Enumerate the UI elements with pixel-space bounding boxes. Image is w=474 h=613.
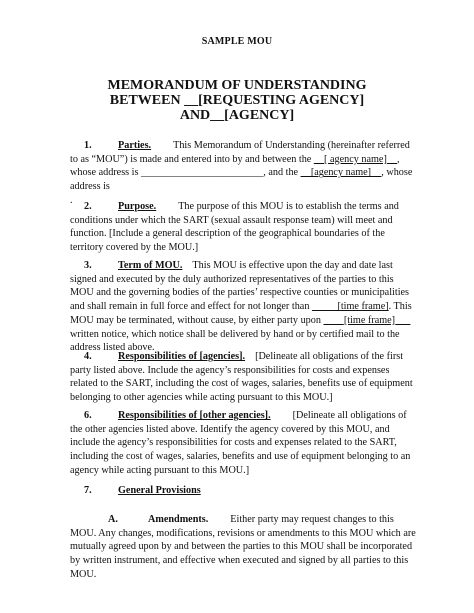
- section-responsibilities-agencies: [70, 350, 416, 405]
- section-text: , whose address is: [70, 167, 413, 193]
- section-heading: Term of MOU.: [118, 260, 183, 271]
- time-frame-blank-1: _____[time frame]: [311, 301, 389, 313]
- agency-name-blank-2: __[agency name]__: [300, 167, 382, 179]
- section-number: 6.: [84, 410, 92, 421]
- section-responsibilities-other-agencies: [70, 409, 416, 478]
- document-title-line-2: BETWEEN __[REQUESTING AGENCY]: [109, 93, 365, 108]
- time-frame-blank-2: ____[time frame]___: [323, 314, 411, 326]
- section-text: This MOU is effective upon the day and date last signed and executed by the duly authorized representatives of the parties to this MOU and the governing bodies of the parties’ respective counties or municipalities and shall remain in full force and effect for not longer than: [70, 260, 410, 313]
- section-text: [Delineate all obligations of the other agencies listed above. Identify the agency covered by this MOU, and include the agency’s responsibilities for costs and expenses related to the SART, including the cost of wages, salaries, benefits and use of equipment belonging to an agency while acting pursuant to this MOU.]: [70, 410, 411, 476]
- section-number: 7.: [84, 485, 92, 496]
- section-text: [Delineate all obligations of the first party listed above. Include the agency’s responsibilities for costs and expenses related to the SART, including the cost of wages, salaries, benefits use of equipment belonging to other agencies while acting pursuant to this MOU.]: [70, 351, 413, 404]
- subsection-text: Either party may request changes to this MOU. Any changes, modifications, revisions or amendments to this MOU which are mutually agreed upon by and between the parties to this MOU shall be incorporated by written instrument, and effective when executed and signed by all parties to this MOU.: [70, 514, 416, 580]
- section-heading: Parties.: [118, 140, 152, 151]
- section-parties: [70, 139, 416, 208]
- section-text: The purpose of this MOU is to establish the terms and conditions under which the SART (sexual assault response team) will meet and function. [Include a general description of the geographical boundaries of the territory covered by the MOU.]: [70, 201, 399, 254]
- section-heading: Responsibilities of [other agencies].: [118, 410, 271, 421]
- section-number: 1.: [84, 140, 92, 151]
- subsection-letter: A.: [108, 514, 118, 525]
- section-text: . This MOU may be terminated, without cause, by either party upon: [70, 301, 412, 326]
- section-text: written notice, which notice shall be delivered by hand or by certified mail to the address listed above.: [70, 328, 400, 354]
- subsection-heading: Amendments.: [148, 514, 209, 525]
- subsection-amendments: [70, 513, 416, 582]
- section-number: 3.: [84, 260, 92, 271]
- section-text: , whose address is: [70, 153, 400, 179]
- section-heading: Purpose.: [118, 201, 157, 212]
- section-number: 4.: [84, 351, 92, 362]
- section-purpose: [70, 200, 416, 255]
- section-term: [70, 259, 416, 355]
- section-number: 2.: [84, 201, 92, 212]
- section-text: .: [70, 194, 73, 206]
- agency-name-blank-1: __[ agency name]__: [313, 153, 398, 165]
- document-title-line-1: MEMORANDUM OF UNDERSTANDING: [107, 78, 367, 93]
- section-text: This Memorandum of Understanding (hereinafter referred to as “MOU”) is made and entered into by and between the: [70, 140, 410, 165]
- address-blank: ________________________: [141, 167, 264, 179]
- document-title-line-3: AND__[AGENCY]: [179, 108, 295, 123]
- section-heading: Responsibilities of [agencies].: [118, 351, 246, 362]
- section-heading: General Provisions: [118, 485, 201, 496]
- section-general-provisions: [70, 484, 416, 498]
- sample-label: SAMPLE MOU: [201, 36, 273, 47]
- section-text: , and the: [263, 167, 301, 179]
